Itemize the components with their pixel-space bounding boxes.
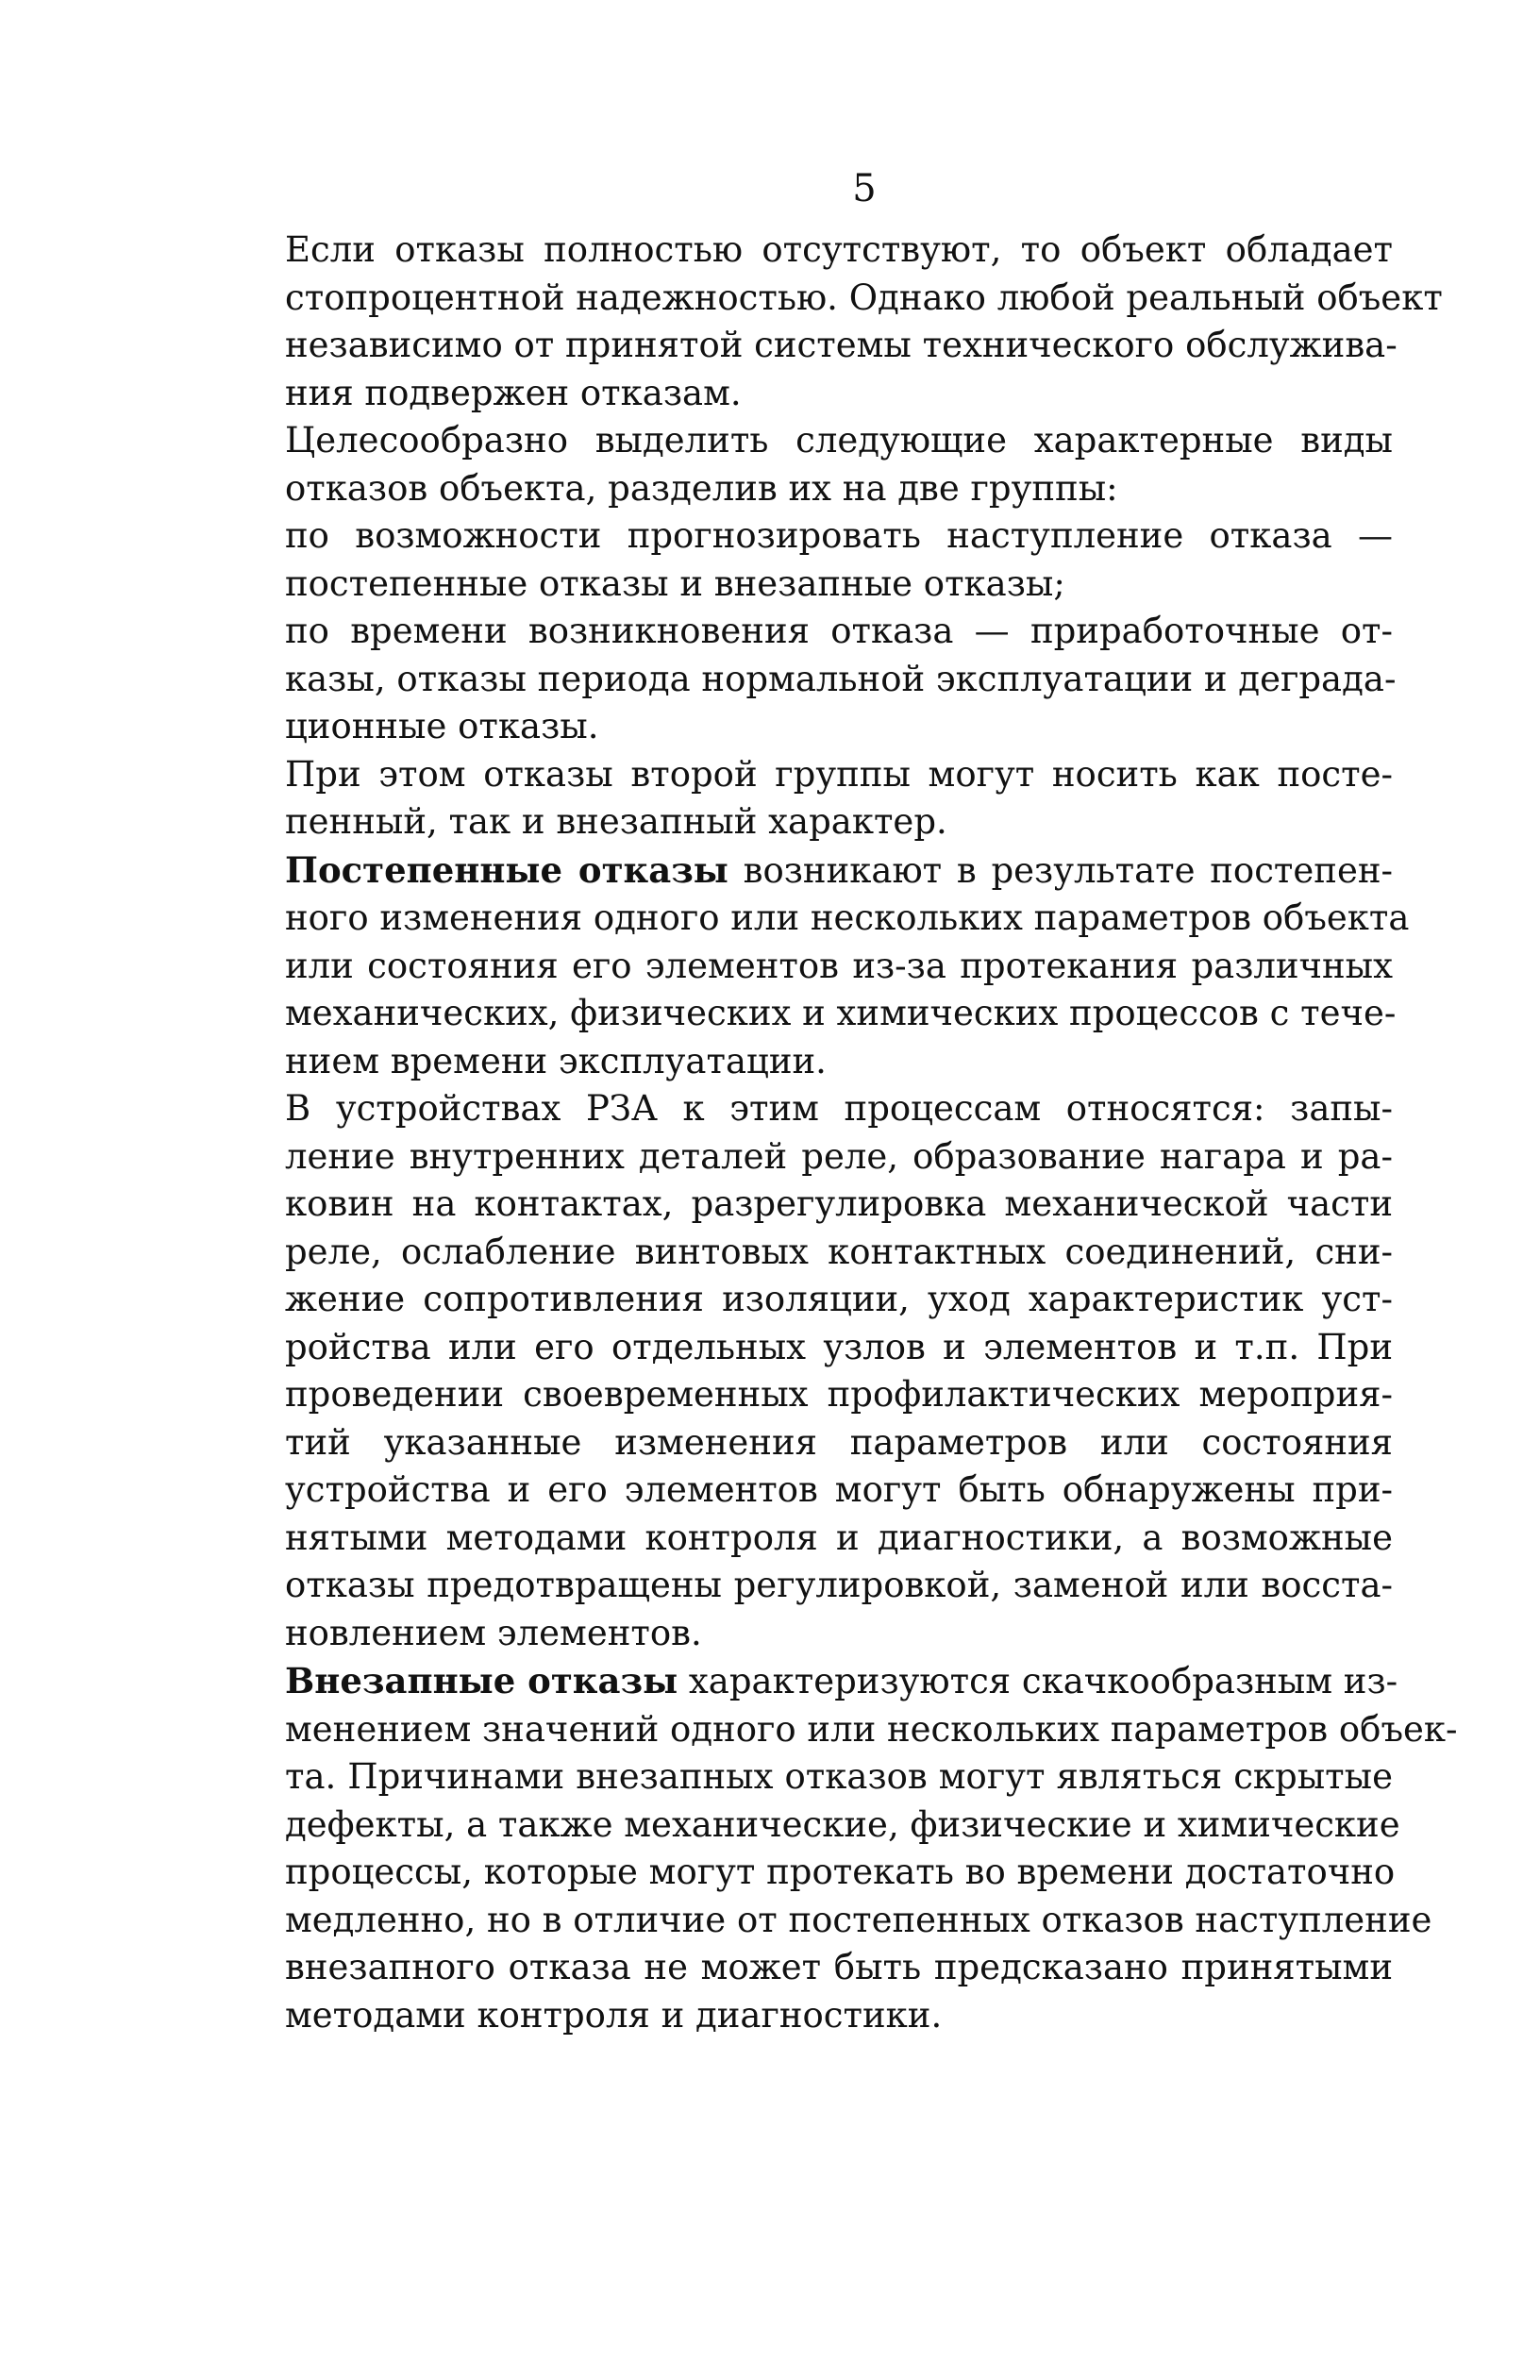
body-text [223, 226, 1458, 2039]
text-line: ройства или его отдельных узлов и элементов и т.п. При [285, 1326, 1393, 1367]
paragraph [223, 608, 1397, 751]
line-text: характеризуются скачкообразным из- [678, 1661, 1398, 1701]
text-line: устройства и его элементов могут быть обнаружены при- [285, 1469, 1393, 1510]
paragraph [223, 751, 1393, 846]
text-line: реле, ослабление винтовых контактных соединений, сни- [285, 1231, 1393, 1272]
text-line: по времени возникновения отказа — приработочные от- [285, 611, 1393, 651]
bold-term: Внезапные отказы [285, 1660, 678, 1701]
text-line: Если отказы полностью отсутствуют, то объект обладает [285, 229, 1393, 270]
text-line: ционные отказы. [285, 706, 599, 746]
text-line: При этом отказы второй группы могут носить как посте- [285, 753, 1393, 795]
text-line: нием времени эксплуатации. [285, 1040, 827, 1081]
text-line: процессы, которые могут протекать во времени достаточно [285, 1852, 1396, 1892]
text-line: В устройствах РЗА к этим процессам относятся: запы- [285, 1088, 1393, 1129]
text-line: или состояния его элементов из-за протекания различных [285, 945, 1393, 986]
text-line: отказы предотвращены регулировкой, заменой или восста- [285, 1565, 1393, 1605]
text-line: пенный, так и внезапный характер. [285, 801, 947, 842]
paragraph [223, 512, 1393, 608]
text-line: та. Причинами внезапных отказов могут являться скрытые [285, 1756, 1393, 1797]
text-line: жение сопротивления изоляции, уход характеристик уст- [285, 1279, 1393, 1319]
text-line: внезапного отказа не может быть предсказано принятыми [285, 1947, 1393, 1987]
text-line: механических, физических и химических процессов с тече- [285, 993, 1397, 1033]
paragraph [223, 1657, 1458, 2039]
text-line: новлением элементов. [285, 1612, 702, 1653]
text-line: методами контроля и диагностики. [285, 1994, 943, 2036]
text-line: нятыми методами контроля и диагностики, а возможные [285, 1517, 1393, 1558]
paragraph [223, 226, 1443, 417]
page-number: 5 [852, 167, 877, 210]
text-line: проведении своевременных профилактических мероприя- [285, 1374, 1393, 1415]
text-line: по возможности прогнозировать наступление отказа — [285, 515, 1393, 556]
paragraph [223, 1085, 1393, 1657]
paragraph [223, 846, 1410, 1086]
text-line: медленно, но в отличие от постепенных отказов наступление [285, 1899, 1432, 1940]
text-line: менением значений одного или нескольких параметров объек- [285, 1708, 1458, 1750]
text-line: дефекты, а также механические, физические и химические [285, 1803, 1400, 1845]
text-line: ление внутренних деталей реле, образование нагара и ра- [285, 1135, 1393, 1177]
paragraph [223, 417, 1393, 512]
text-line: ковин на контактах, разрегулировка механической части [285, 1183, 1393, 1224]
line-text: возникают в результате постепен- [728, 849, 1393, 891]
text-line [223, 846, 1393, 896]
bold-term: Постепенные отказы [285, 848, 728, 891]
text-line: независимо от принятой системы технического обслужива- [285, 325, 1398, 365]
text-line: казы, отказы периода нормальной эксплуатации и деграда- [285, 658, 1397, 699]
text-line: стопроцентной надежностью. Однако любой реальный объект [285, 277, 1443, 318]
text-line: отказов объекта, разделив их на две группы: [285, 467, 1118, 509]
text-line [223, 1657, 1398, 1706]
text-line: ния подвержен отказам. [285, 372, 742, 413]
text-line: тий указанные изменения параметров или состояния [285, 1421, 1393, 1463]
book-page [223, 151, 1458, 2039]
text-line: ного изменения одного или нескольких параметров объекта [285, 897, 1410, 938]
text-line: постепенные отказы и внезапные отказы; [285, 562, 1065, 604]
text-line: Целесообразно выделить следующие характерные виды [285, 420, 1393, 461]
